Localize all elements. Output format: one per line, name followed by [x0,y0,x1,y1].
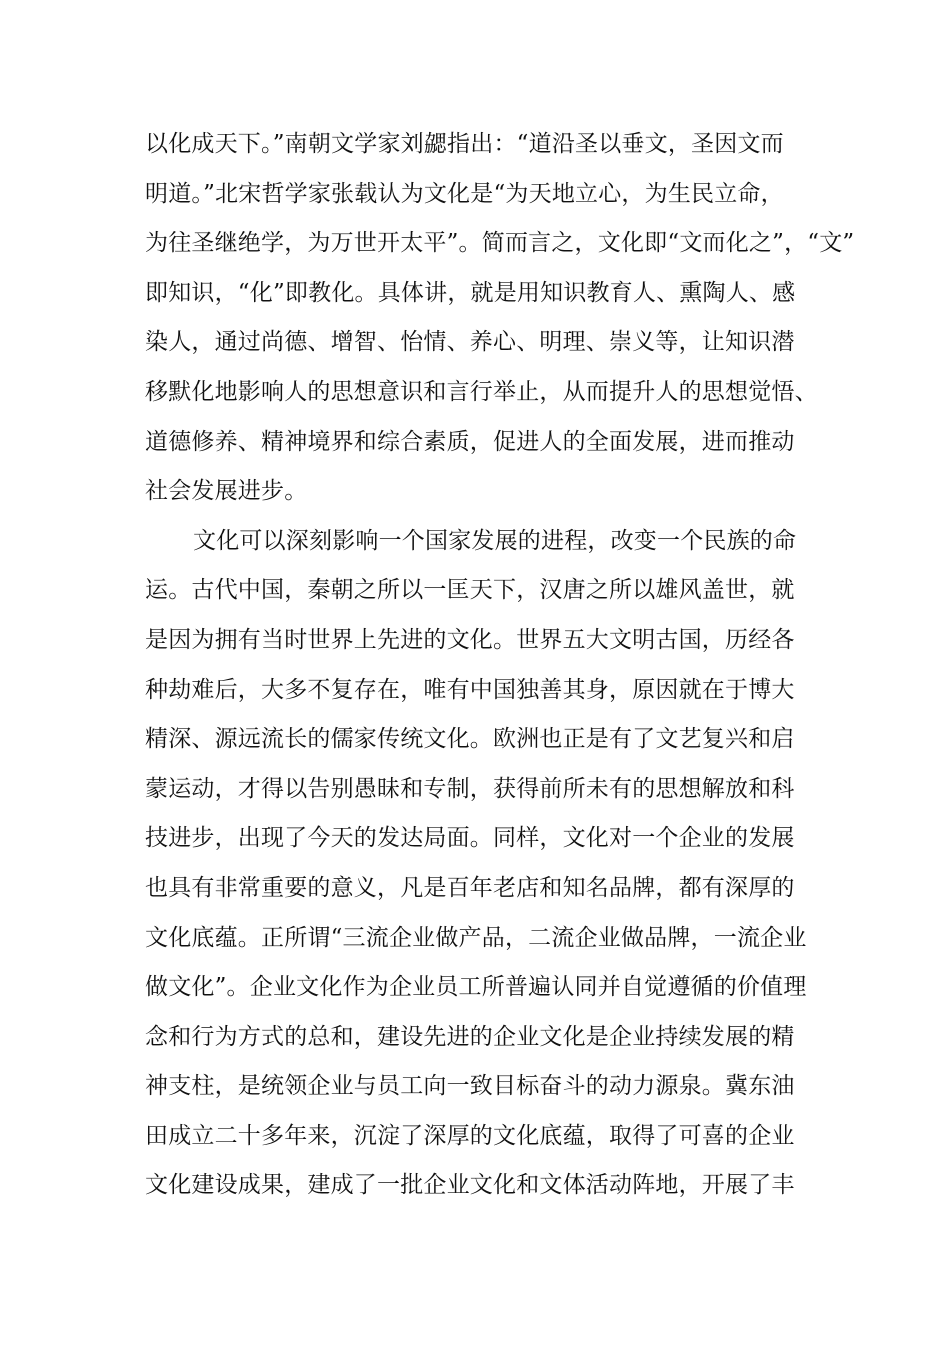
text-line: 文化建设成果，建成了一批企业文化和文体活动阵地，开展了丰 [145,1172,795,1199]
text-line: 神支柱，是统领企业与员工向一致目标奋斗的动力源泉。冀东油 [145,1073,795,1100]
text-line: 以化成天下。”南朝文学家刘勰指出：“道沿圣以垂文，圣因文而 [145,131,784,157]
text-line: 道德修养、精神境界和综合素质，促进人的全面发展，进而推动 [145,428,795,455]
text-line: 蒙运动，才得以告别愚昧和专制，获得前所未有的思想解放和科 [145,775,795,802]
text-line: 即知识，“化”即教化。具体讲，就是用知识教育人、熏陶人、感 [145,279,796,306]
text-line: 明道。”北宋哲学家张载认为文化是“为天地立心，为生民立命， [145,180,784,207]
text-line: 染人，通过尚德、增智、怡情、养心、明理、崇义等，让知识潜 [145,329,795,356]
text-line: 是因为拥有当时世界上先进的文化。世界五大文明古国，历经各 [145,626,795,653]
text-line: 田成立二十多年来，沉淀了深厚的文化底蕴，取得了可喜的企业 [145,1122,795,1149]
text-line: 精深、源远流长的儒家传统文化。欧洲也正是有了文艺复兴和启 [145,726,795,753]
text-line: 为往圣继绝学，为万世开太平”。简而言之，文化即“文而化之”，“文” [145,230,855,257]
text-line: 技进步，出现了今天的发达局面。同样，文化对一个企业的发展 [145,825,795,852]
text-line: 社会发展进步。 [145,478,308,505]
text-line: 做文化”。企业文化作为企业员工所普遍认同并自觉遵循的价值理 [145,974,807,1001]
text-line: 种劫难后，大多不复存在，唯有中国独善其身，原因就在于博大 [145,676,795,703]
paragraph-first-line: 文化可以深刻影响一个国家发展的进程，改变一个民族的命 [193,527,797,554]
text-line: 也具有非常重要的意义，凡是百年老店和知名品牌，都有深厚的 [145,874,795,901]
text-line: 念和行为方式的总和，建设先进的企业文化是企业持续发展的精 [145,1023,795,1050]
body-text [145,120,855,1211]
text-line: 运。古代中国，秦朝之所以一匡天下，汉唐之所以雄风盖世，就 [145,577,795,604]
text-line: 文化底蕴。正所谓“三流企业做产品，二流企业做品牌，一流企业 [145,924,807,951]
text-line: 移默化地影响人的思想意识和言行举止，从而提升人的思想觉悟、 [145,378,818,405]
